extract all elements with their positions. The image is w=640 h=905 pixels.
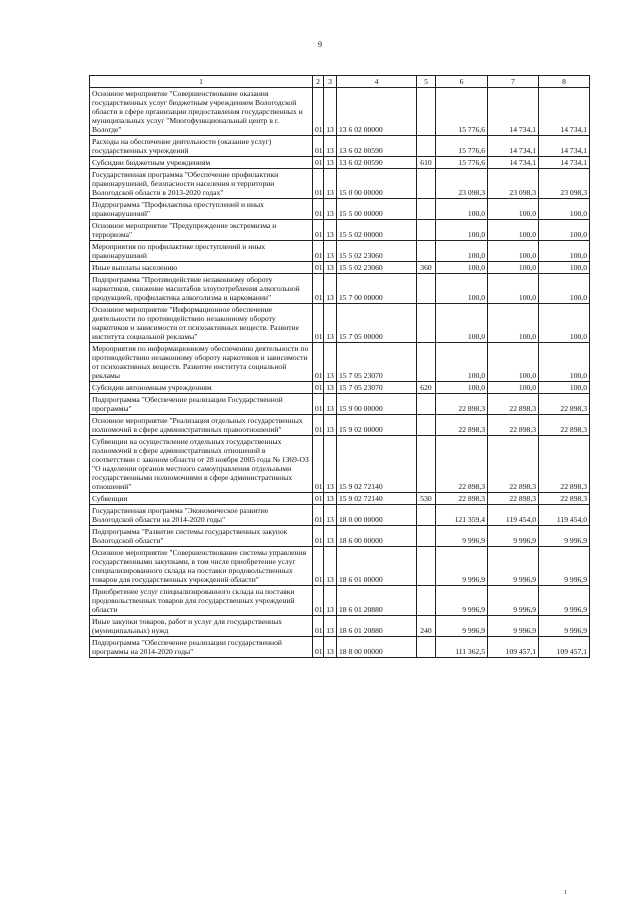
row-section: 01 [313, 136, 324, 157]
row-subsection: 13 [324, 274, 337, 304]
row-amount-col6: 100,0 [436, 343, 488, 382]
row-expense-type [417, 343, 436, 382]
row-name: Расходы на обеспечение деятельности (оказание услуг) государственных учреждений [90, 136, 313, 157]
row-expense-type [417, 637, 436, 658]
row-amount-col8: 9 996,9 [539, 526, 590, 547]
table-body [90, 88, 590, 658]
row-subsection: 13 [324, 415, 337, 436]
row-target-article: 15 7 00 00000 [337, 274, 417, 304]
row-section: 01 [313, 505, 324, 526]
row-subsection: 13 [324, 241, 337, 262]
row-amount-col8: 22 898,3 [539, 415, 590, 436]
row-amount-col7: 100,0 [488, 343, 539, 382]
row-name: Приобретение услуг специализированного склада на поставки продовольственных товаров для государственных учреждений области [90, 586, 313, 616]
row-target-article: 15 7 05 23070 [337, 382, 417, 394]
header-col-5: 5 [417, 76, 436, 88]
row-name: Подпрограмма "Противодействие незаконному обороту наркотиков, снижение масштабов злоупотребления алкогольной продукцией, профилактика алкоголизма и наркомании" [90, 274, 313, 304]
row-name: Подпрограмма "Профилактика преступлений и иных правонарушений" [90, 199, 313, 220]
row-section: 01 [313, 394, 324, 415]
row-amount-col8: 23 098,3 [539, 169, 590, 199]
row-target-article: 15 5 02 00000 [337, 220, 417, 241]
row-amount-col7: 22 898,3 [488, 436, 539, 493]
row-amount-col7: 100,0 [488, 304, 539, 343]
row-amount-col6: 100,0 [436, 199, 488, 220]
row-section: 01 [313, 157, 324, 169]
table-row [90, 241, 590, 262]
row-expense-type [417, 136, 436, 157]
row-expense-type: 620 [417, 382, 436, 394]
row-subsection: 13 [324, 343, 337, 382]
row-amount-col6: 100,0 [436, 274, 488, 304]
row-amount-col8: 9 996,9 [539, 586, 590, 616]
table-row [90, 220, 590, 241]
row-amount-col6: 121 359,4 [436, 505, 488, 526]
row-section: 01 [313, 415, 324, 436]
row-amount-col8: 22 898,3 [539, 493, 590, 505]
row-amount-col6: 22 898,3 [436, 394, 488, 415]
row-subsection: 13 [324, 436, 337, 493]
row-subsection: 13 [324, 526, 337, 547]
header-row [90, 76, 590, 88]
row-subsection: 13 [324, 616, 337, 637]
row-subsection: 13 [324, 262, 337, 274]
row-target-article: 15 7 05 00000 [337, 304, 417, 343]
header-col-2: 2 [313, 76, 324, 88]
row-target-article: 15 5 00 00000 [337, 199, 417, 220]
row-name: Иные выплаты населению [90, 262, 313, 274]
row-subsection: 13 [324, 136, 337, 157]
row-amount-col6: 100,0 [436, 241, 488, 262]
row-section: 01 [313, 616, 324, 637]
row-expense-type [417, 586, 436, 616]
row-section: 01 [313, 304, 324, 343]
row-amount-col7: 109 457,1 [488, 637, 539, 658]
row-amount-col8: 14 734,1 [539, 88, 590, 136]
row-target-article: 15 9 00 00000 [337, 394, 417, 415]
row-amount-col8: 109 457,1 [539, 637, 590, 658]
row-expense-type [417, 169, 436, 199]
row-amount-col8: 14 734,1 [539, 157, 590, 169]
row-expense-type: 610 [417, 157, 436, 169]
row-section: 01 [313, 547, 324, 586]
row-subsection: 13 [324, 394, 337, 415]
row-amount-col8: 22 898,3 [539, 394, 590, 415]
row-expense-type [417, 394, 436, 415]
row-amount-col8: 14 734,1 [539, 136, 590, 157]
row-amount-col6: 22 898,3 [436, 415, 488, 436]
row-target-article: 13 6 02 00590 [337, 157, 417, 169]
row-subsection: 13 [324, 304, 337, 343]
row-subsection: 13 [324, 637, 337, 658]
row-section: 01 [313, 436, 324, 493]
row-subsection: 13 [324, 157, 337, 169]
row-amount-col7: 100,0 [488, 199, 539, 220]
table-row [90, 274, 590, 304]
row-amount-col8: 100,0 [539, 220, 590, 241]
row-amount-col6: 22 898,3 [436, 436, 488, 493]
row-name: Иные закупки товаров, работ и услуг для государственных (муниципальных) нужд [90, 616, 313, 637]
row-name: Субсидии бюджетным учреждениям [90, 157, 313, 169]
row-expense-type [417, 199, 436, 220]
row-target-article: 13 6 02 00590 [337, 136, 417, 157]
row-subsection: 13 [324, 505, 337, 526]
table-row [90, 547, 590, 586]
row-amount-col8: 9 996,9 [539, 616, 590, 637]
row-expense-type [417, 241, 436, 262]
row-subsection: 13 [324, 220, 337, 241]
row-subsection: 13 [324, 493, 337, 505]
row-expense-type [417, 436, 436, 493]
row-target-article: 18 0 00 00000 [337, 505, 417, 526]
table-row [90, 637, 590, 658]
row-amount-col7: 100,0 [488, 274, 539, 304]
table-row [90, 169, 590, 199]
row-amount-col6: 15 776,6 [436, 136, 488, 157]
row-target-article: 15 7 05 23070 [337, 343, 417, 382]
row-amount-col6: 9 996,9 [436, 547, 488, 586]
row-name: Субсидии автономным учреждениям [90, 382, 313, 394]
row-section: 01 [313, 199, 324, 220]
row-amount-col7: 9 996,9 [488, 547, 539, 586]
row-section: 01 [313, 241, 324, 262]
row-section: 01 [313, 526, 324, 547]
table-row [90, 394, 590, 415]
row-section: 01 [313, 88, 324, 136]
header-col-8: 8 [539, 76, 590, 88]
row-section: 01 [313, 637, 324, 658]
row-amount-col8: 119 454,0 [539, 505, 590, 526]
row-expense-type: 360 [417, 262, 436, 274]
table-row [90, 616, 590, 637]
row-target-article: 15 9 02 00000 [337, 415, 417, 436]
row-target-article: 15 0 00 00000 [337, 169, 417, 199]
row-section: 01 [313, 274, 324, 304]
table-row [90, 88, 590, 136]
row-name: Основное мероприятие "Информационное обеспечение деятельности по противодействию незаконному обороту наркотиков и зависимости от психоактивных веществ. Развитие института социальной рекламы" [90, 304, 313, 343]
row-amount-col8: 9 996,9 [539, 547, 590, 586]
row-amount-col8: 100,0 [539, 274, 590, 304]
row-subsection: 13 [324, 169, 337, 199]
table-row [90, 586, 590, 616]
row-name: Субвенции [90, 493, 313, 505]
row-amount-col7: 9 996,9 [488, 526, 539, 547]
row-amount-col6: 22 898,3 [436, 493, 488, 505]
row-target-article: 15 5 02 23060 [337, 241, 417, 262]
row-subsection: 13 [324, 547, 337, 586]
row-expense-type [417, 274, 436, 304]
row-expense-type [417, 304, 436, 343]
table-row [90, 382, 590, 394]
row-amount-col7: 22 898,3 [488, 493, 539, 505]
row-target-article: 15 5 02 23060 [337, 262, 417, 274]
row-section: 01 [313, 169, 324, 199]
row-expense-type [417, 415, 436, 436]
header-col-6: 6 [436, 76, 488, 88]
row-name: Подпрограмма "Обеспечение реализации Государственной программы" [90, 394, 313, 415]
row-amount-col7: 100,0 [488, 262, 539, 274]
row-amount-col7: 100,0 [488, 220, 539, 241]
table-row [90, 526, 590, 547]
row-name: Основное мероприятие "Реализация отдельных государственных полномочий в сфере административных правоотношений" [90, 415, 313, 436]
row-subsection: 13 [324, 199, 337, 220]
row-amount-col8: 100,0 [539, 199, 590, 220]
table-row [90, 493, 590, 505]
table-row [90, 343, 590, 382]
row-target-article: 18 6 00 00000 [337, 526, 417, 547]
row-amount-col6: 100,0 [436, 220, 488, 241]
row-amount-col7: 22 898,3 [488, 394, 539, 415]
row-amount-col7: 22 898,3 [488, 415, 539, 436]
row-amount-col6: 100,0 [436, 262, 488, 274]
row-amount-col8: 100,0 [539, 241, 590, 262]
row-name: Основное мероприятие "Предупреждение экстремизма и терроризма" [90, 220, 313, 241]
table-row [90, 415, 590, 436]
header-col-3: 3 [324, 76, 337, 88]
row-amount-col7: 9 996,9 [488, 616, 539, 637]
row-amount-col6: 9 996,9 [436, 526, 488, 547]
row-amount-col7: 119 454,0 [488, 505, 539, 526]
row-amount-col6: 9 996,9 [436, 616, 488, 637]
row-amount-col7: 14 734,1 [488, 157, 539, 169]
row-section: 01 [313, 262, 324, 274]
row-subsection: 13 [324, 586, 337, 616]
row-amount-col7: 100,0 [488, 241, 539, 262]
row-target-article: 18 6 01 20880 [337, 586, 417, 616]
row-expense-type: 530 [417, 493, 436, 505]
row-amount-col7: 9 996,9 [488, 586, 539, 616]
row-amount-col6: 100,0 [436, 304, 488, 343]
row-target-article: 15 9 02 72140 [337, 436, 417, 493]
row-name: Подпрограмма "Обеспечение реализации государственной программы на 2014-2020 годы" [90, 637, 313, 658]
table-row [90, 505, 590, 526]
footer-mark: 1 [564, 890, 567, 896]
row-expense-type: 240 [417, 616, 436, 637]
row-amount-col8: 22 898,3 [539, 436, 590, 493]
row-amount-col7: 14 734,1 [488, 88, 539, 136]
table-row [90, 157, 590, 169]
header-col-7: 7 [488, 76, 539, 88]
header-col-4: 4 [337, 76, 417, 88]
row-expense-type [417, 88, 436, 136]
row-target-article: 18 6 01 20880 [337, 616, 417, 637]
table-row [90, 436, 590, 493]
row-name: Мероприятия по информационному обеспечению деятельности по противодействию незаконному обороту наркотиков и зависимости от психоактивных веществ. Развитие института социальной рекламы [90, 343, 313, 382]
row-amount-col8: 100,0 [539, 382, 590, 394]
row-expense-type [417, 526, 436, 547]
row-target-article: 18 6 01 00000 [337, 547, 417, 586]
row-amount-col7: 23 098,3 [488, 169, 539, 199]
row-amount-col8: 100,0 [539, 304, 590, 343]
row-name: Мероприятия по профилактике преступлений и иных правонарушений [90, 241, 313, 262]
row-amount-col8: 100,0 [539, 262, 590, 274]
row-amount-col6: 15 776,6 [436, 88, 488, 136]
row-amount-col6: 23 098,3 [436, 169, 488, 199]
row-target-article: 13 6 02 00000 [337, 88, 417, 136]
row-subsection: 13 [324, 382, 337, 394]
table-row [90, 136, 590, 157]
row-amount-col7: 100,0 [488, 382, 539, 394]
row-name: Государственная программа "Экономическое развитие Вологодской области на 2014-2020 годы" [90, 505, 313, 526]
row-amount-col7: 14 734,1 [488, 136, 539, 157]
row-target-article: 15 9 02 72140 [337, 493, 417, 505]
row-name: Субвенции на осуществление отдельных государственных полномочий в сфере административных отношений в соответствии с законом области от 28 ноября 2005 года № 1369-ОЗ "О наделении органов местного самоуправления отдельными государственными полномочиями в сфере административных отношений" [90, 436, 313, 493]
row-section: 01 [313, 343, 324, 382]
row-name: Государственная программа "Обеспечение профилактики правонарушений, безопасности населения и территории Вологодской области в 2013-2020 годах" [90, 169, 313, 199]
row-expense-type [417, 547, 436, 586]
row-expense-type [417, 505, 436, 526]
table-row [90, 262, 590, 274]
budget-table [89, 75, 590, 658]
row-amount-col6: 9 996,9 [436, 586, 488, 616]
row-subsection: 13 [324, 88, 337, 136]
page-number: 9 [318, 40, 322, 49]
row-section: 01 [313, 382, 324, 394]
row-section: 01 [313, 586, 324, 616]
row-amount-col8: 100,0 [539, 343, 590, 382]
row-section: 01 [313, 220, 324, 241]
header-col-1: 1 [90, 76, 313, 88]
row-amount-col6: 111 362,5 [436, 637, 488, 658]
row-expense-type [417, 220, 436, 241]
row-target-article: 18 8 00 00000 [337, 637, 417, 658]
table-row [90, 199, 590, 220]
row-name: Основное мероприятие "Совершенствование оказания государственных услуг бюджетным учреждением Вологодской области в сфере организации предоставления государственных и муниципальных услуг "Многофункциональный центр в г. Вологде" [90, 88, 313, 136]
row-amount-col6: 15 776,6 [436, 157, 488, 169]
row-section: 01 [313, 493, 324, 505]
table-row [90, 304, 590, 343]
row-amount-col6: 100,0 [436, 382, 488, 394]
row-name: Основное мероприятие "Совершенствование системы управления государственными закупками, в том числе приобретение услуг специализированного склада на поставки продовольственных товаров для государственных учреждений области" [90, 547, 313, 586]
row-name: Подпрограмма "Развитие системы государственных закупок Вологодской области" [90, 526, 313, 547]
